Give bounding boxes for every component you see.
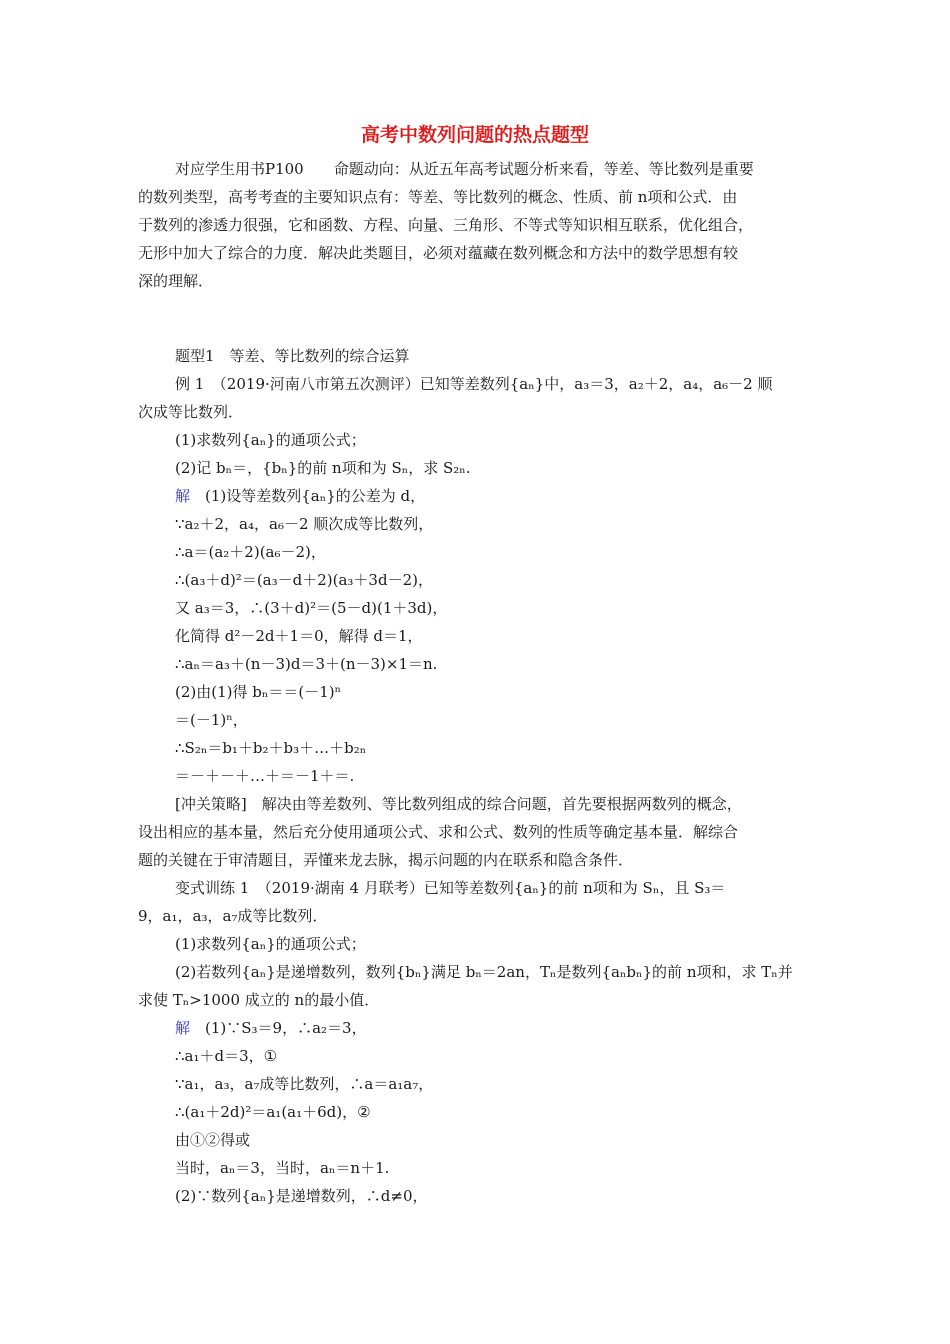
text-line-content: ∴aₙ＝a₃＋(n－3)d＝3＋(n－3)×1＝n. [175,655,438,673]
text-line [175,345,410,367]
text-line [138,270,213,292]
text-line [175,1017,367,1039]
text-line-content: (2)由(1)得 bₙ＝＝(－1)ⁿ [175,683,342,701]
text-line [175,1157,389,1179]
text-line-content: (1)求数列{aₙ}的通项公式； [175,935,366,953]
text-line [175,737,366,759]
text-line-content: 题型1 等差、等比数列的综合运算 [175,347,410,365]
text-line [175,429,366,451]
text-line [138,849,633,871]
text-line [138,905,327,927]
text-line-content: ∴(a₃＋d)²＝(a₃－d＋2)(a₃＋3d－2)， [175,571,433,589]
text-line [175,457,471,479]
text-line [175,1129,250,1151]
text-line [138,989,379,1011]
text-line-content: 深的理解． [138,272,214,290]
document-title: 高考中数列问题的热点题型 [360,124,589,146]
text-line [175,569,433,591]
text-line-content: ∴S₂ₙ＝b₁＋b₂＋b₃＋…＋b₂ₙ [175,739,367,757]
text-line-content: (2)若数列{aₙ}是递增数列，数列{bₙ}满足 bₙ＝2an，Tₙ是数列{aₙbₙ}的前 n项和，求 Tₙ并 [175,963,793,981]
text-line-content: (2)记 bₙ＝，{bₙ}的前 n项和为 Sₙ，求 S₂ₙ. [175,459,471,477]
text-line [175,765,354,787]
text-line-content: 次成等比数列． [138,403,244,421]
text-line-content: 9，a₁，a₃，a₇成等比数列． [138,907,328,925]
text-line-content: ∴a₁＋d＝3，① [175,1047,278,1065]
text-line-content: (1)求数列{aₙ}的通项公式； [175,431,366,449]
text-line-content: ＝－＋－＋…＋＝－1＋＝. [175,767,355,785]
text-line [175,1073,433,1095]
text-line [175,681,341,703]
text-line-content: 又 a₃＝3，∴(3＋d)²＝(5－d)(1＋3d)， [175,599,448,617]
text-line-content: ∵a₁，a₃，a₇成等比数列，∴a＝a₁a₇， [175,1075,434,1093]
text-line-content: [冲关策略] 解决由等差数列、等比数列组成的综合问题，首先要根据两数列的概念， [175,795,742,813]
text-line-content: 对应学生用书P100 命题动向：从近五年高考试题分析来看，等差、等比数列是重要 [175,160,754,178]
text-line-content: 由①②得或 [175,1131,251,1149]
text-line [175,597,447,619]
text-line-content: ∵a₂＋2，a₄，a₆－2 顺次成等比数列， [175,515,434,533]
text-line-content: 于数列的渗透力很强，它和函数、方程、向量、三角形、不等式等知识相互联系，优化组合， [138,216,754,234]
text-line-content: 求使 Tₙ>1000 成立的 n的最小值． [138,991,380,1009]
text-line [175,1045,277,1067]
text-line [175,653,437,675]
text-line [175,709,248,731]
text-line [175,158,754,180]
text-line-content: ∴(a₁＋2d)²＝a₁(a₁＋6d)，② [175,1103,371,1121]
text-line [138,821,738,843]
text-line [138,401,243,423]
text-line [175,1185,427,1207]
text-line [175,793,742,815]
text-line-content: (1)设等差数列{aₙ}的公差为 d， [190,487,426,505]
text-line-content: 当时，aₙ＝3，当时，aₙ＝n＋1. [175,1159,390,1177]
text-line-content: (2)∵数列{aₙ}是递增数列，∴d≠0， [175,1187,428,1205]
text-line-content: 设出相应的基本量，然后充分使用通项公式、求和公式、数列的性质等确定基本量．解综合 [138,823,739,841]
text-line [175,877,725,899]
text-line [175,373,773,395]
text-line-content: ＝(－1)ⁿ， [175,711,248,729]
text-line [175,1101,371,1123]
text-line [138,186,737,208]
text-line-content: 例 1 （2019·河南八市第五次测评）已知等差数列{aₙ}中，a₃＝3，a₂＋2，a₄，a₆－2 顺 [175,375,773,393]
text-line [138,214,753,236]
text-line-content: 变式训练 1 （2019·湖南 4 月联考）已知等差数列{aₙ}的前 n项和为 Sₙ，且 S₃＝ [175,879,726,897]
text-line [175,961,793,983]
text-line [175,513,433,535]
text-line [175,625,423,647]
text-line-content: ∴a＝(a₂＋2)(a₆－2)， [175,543,326,561]
text-line-content: 题的关键在于审清题目，弄懂来龙去脉，揭示问题的内在联系和隐含条件． [138,851,634,869]
text-line-content: 的数列类型，高考考查的主要知识点有：等差、等比数列的概念、性质、前 n项和公式．由 [138,188,738,206]
text-line-content: 无形中加大了综合的力度．解决此类题目，必须对蕴藏在数列概念和方法中的数学思想有较 [138,244,739,262]
text-line [138,242,738,264]
text-line [175,541,326,563]
text-line [175,485,425,507]
text-line [175,933,366,955]
solution-marker: 解 [175,487,191,505]
text-line-content: (1)∵S₃＝9，∴a₂＝3， [190,1019,367,1037]
text-line-content: 化简得 d²－2d＋1＝0，解得 d＝1， [175,627,423,645]
solution-marker: 解 [175,1019,191,1037]
